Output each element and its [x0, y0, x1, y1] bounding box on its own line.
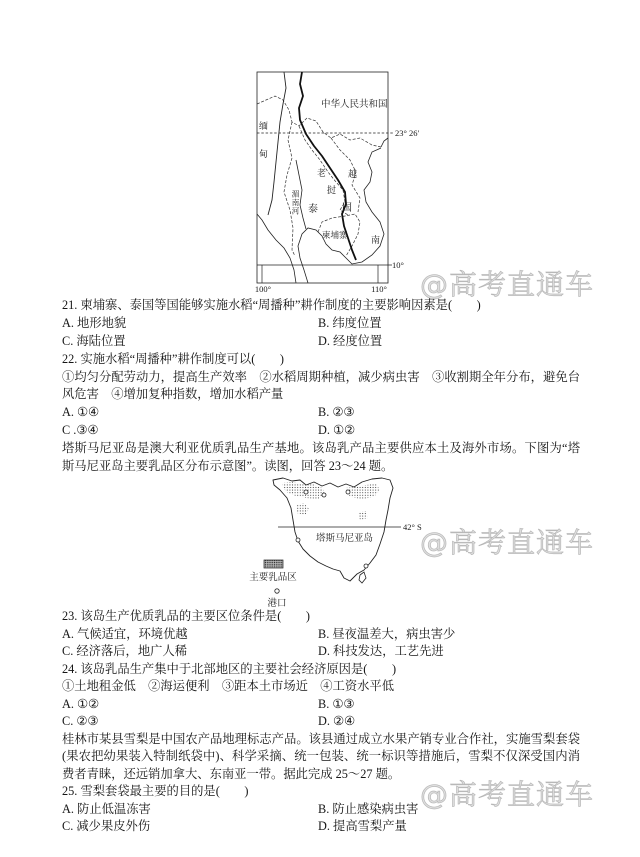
- passage-25-27-line-2: (果农把幼果装入特制纸袋中)、科学采摘、统一包装、统一标识等措施后，雪梨不仅深受国内消: [62, 749, 580, 763]
- passage-23-24-line-1: 塔斯马尼亚岛是澳大利亚优质乳品生产基地。该岛乳产品主要供应本土及海外市场。下图为“塔: [62, 441, 580, 456]
- q25-option-d: D. 提高雪梨产量: [318, 819, 407, 833]
- label-latitude-42s: 42° S: [403, 522, 422, 532]
- port-marker: [296, 538, 300, 542]
- q25-option-a: A. 防止低温冻害: [62, 801, 151, 816]
- small-island: [359, 572, 366, 583]
- passage-25-27-line-3: 费者青睐，还远销加拿大、东南亚一带。据此完成 25～27 题。: [62, 766, 401, 781]
- vietnam-coastline: [298, 148, 384, 283]
- q21-options-ab: [62, 315, 582, 333]
- watermark-1: @高考直通车: [420, 268, 595, 301]
- label-tasmania: 塔斯马尼亚岛: [316, 534, 374, 544]
- q22-option-a: A. ①④: [62, 405, 100, 420]
- port-marker: [322, 493, 326, 497]
- tasmania-map: [240, 474, 440, 610]
- q22-option-d: D. ①②: [318, 423, 356, 438]
- label-guo: 国: [342, 203, 352, 214]
- q23-option-c: C. 经济落后，地广人稀: [62, 644, 188, 658]
- label-china: 中华人民共和国: [321, 100, 388, 110]
- legend-port-marker: [275, 589, 279, 593]
- legend-dairy-swatch: [264, 560, 283, 568]
- andaman-coastline: [257, 214, 296, 283]
- q25-options-cd: [62, 818, 582, 836]
- label-yue: 越: [348, 169, 358, 179]
- port-marker: [364, 564, 368, 568]
- q21-option-b: B. 纬度位置: [318, 315, 382, 330]
- q22-statements-line-1: ①均匀分配劳动力，提高生产效率 ②水稻周期种植，减少病虫害 ③收割期全年分布，避免台: [62, 369, 580, 384]
- q24-options-cd: [62, 713, 582, 731]
- label-tai: 泰: [308, 204, 318, 215]
- q24-option-d: D. ②④: [318, 714, 356, 728]
- q21-options-cd: [62, 333, 582, 351]
- q23-stem: 23. 该岛生产优质乳品的主要区位条件是( ): [62, 609, 310, 623]
- port-marker: [304, 490, 308, 494]
- q24-statements: ①土地租金低 ②海运便利 ③距本土市场近 ④工资水平低: [62, 679, 395, 693]
- label-lat-10: 10°: [392, 260, 404, 270]
- q21-option-d: D. 经度位置: [318, 333, 383, 348]
- q23-option-d: D. 科技发达，工艺先进: [318, 644, 444, 658]
- passage-23-24-line-2: 斯马尼亚岛主要乳品区分布示意图”。读图，回答 23～24 题。: [62, 459, 394, 474]
- passage-25-27-line-1: 桂林市某县雪梨是中国农产品地理标志产品。该县通过成立水果产销专业合作社，实施雪梨套袋: [62, 731, 580, 746]
- label-lon-110: 110°: [371, 284, 387, 294]
- q24-option-b: B. ①③: [318, 696, 355, 711]
- label-lon-100: 100°: [254, 284, 272, 294]
- q24-stem: 24. 该岛乳品生产集中于北部地区的主要社会经济原因是( ): [62, 661, 397, 676]
- label-tropic: 23° 26′: [395, 128, 420, 138]
- legend-port-label: 港口: [267, 599, 287, 609]
- legend-dairy-label: 主要乳品区: [249, 573, 297, 583]
- watermark-3: @高考直通车: [420, 778, 595, 811]
- q24-option-c: C. ②③: [62, 714, 99, 728]
- q23-options-ab: [62, 626, 582, 644]
- q25-option-c: C. 减少果皮外伤: [62, 819, 151, 833]
- q23-options-cd: [62, 643, 582, 661]
- questions-21-22: [62, 297, 582, 476]
- q22-statements-line-2: 风危害 ④增加复种指数，增加水稻产量: [62, 387, 284, 402]
- label-river: 湄南河: [291, 190, 300, 216]
- label-wo: 挝: [327, 185, 337, 195]
- label-lao: 老: [317, 168, 327, 178]
- port-marker: [346, 490, 350, 494]
- q25-option-b: B. 防止感染病虫害: [318, 801, 419, 816]
- q25-stem: 25. 雪梨套袋最主要的目的是( ): [62, 784, 249, 798]
- q21-stem: 21. 柬埔寨、泰国等国能够实施水稻“周播种”耕作制度的主要影响因素是( ): [62, 298, 481, 312]
- label-mian: 缅: [259, 121, 269, 131]
- q22-options-ab: [62, 404, 582, 422]
- q21-option-c: C. 海陆位置: [62, 333, 126, 348]
- label-dian: 甸: [259, 149, 269, 159]
- q22-options-cd: [62, 422, 582, 440]
- q22-option-b: B. ②③: [318, 405, 355, 420]
- indochina-map: [250, 68, 440, 296]
- watermark-2: @高考直通车: [420, 526, 595, 559]
- label-cambodia: 柬埔寨: [322, 230, 348, 240]
- q23-option-b: B. 昼夜温差大，病虫害少: [318, 626, 456, 641]
- myanmar-thailand-border: [284, 122, 295, 256]
- q23-option-a: A. 气候适宜，环境优越: [62, 626, 188, 641]
- q21-option-a: A. 地形地貌: [62, 315, 127, 330]
- china-coastline: [381, 138, 388, 147]
- q24-options-ab: [62, 696, 582, 714]
- salween-river: [268, 72, 286, 215]
- q24-option-a: A. ①②: [62, 696, 100, 711]
- q22-stem: 22. 实施水稻“周播种”耕作制度可以( ): [62, 351, 285, 366]
- label-nan: 南: [371, 235, 381, 245]
- q22-option-c: C .③④: [62, 423, 99, 438]
